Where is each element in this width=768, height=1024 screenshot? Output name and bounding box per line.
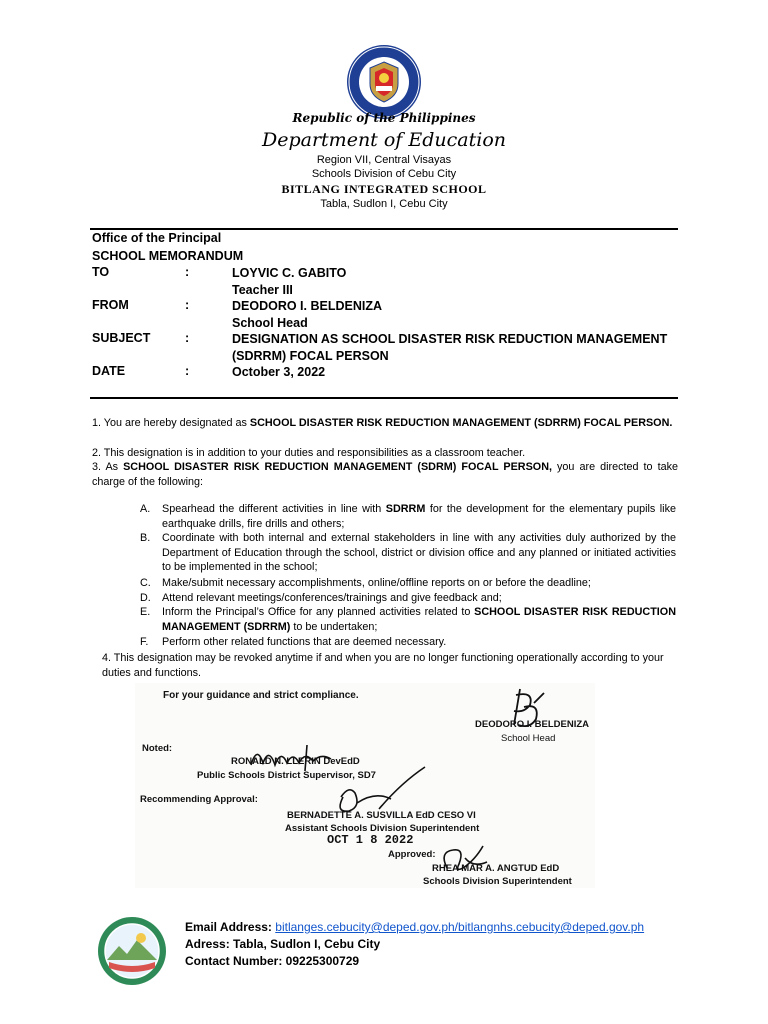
item-text: Coordinate with both internal and external stakeholders in line with any activities duly authorized by the Department of Education through the school, district or division office and any planned or initiated activities to be implemented in the school; [162,532,676,573]
item-letter: F. [140,636,149,648]
item-letter: A. [140,503,151,515]
memo-colon: : [185,298,190,312]
paragraph-1 [92,416,678,431]
item-bold: SDRRM [385,503,426,515]
p3-text-end: you are directed to take charge of the following: [92,461,678,488]
region-line: Region VII, Central Visayas [316,154,452,166]
department-title: Department of Education [262,129,506,151]
head-name: DEODORO I. BELDENIZA [475,719,590,730]
memo-colon: : [185,265,190,279]
recipient-name: LOYVIC C. GABITO [232,266,347,280]
email-label: Email Address: [185,920,276,934]
paragraph-3 [92,460,678,490]
item-text-end: for the development for the elementary pupils like earthquake drills, fire drills and others; [162,503,676,530]
recipient-title: Teacher III [232,283,293,297]
sender-title: School Head [232,316,308,330]
deped-seal [346,44,422,120]
footer-email [185,920,644,934]
item-letter: B. [140,532,151,544]
paragraph-2: 2. This designation is in addition to your duties and responsibilities as a classroom teacher. [92,447,526,459]
memo-colon: : [185,364,190,378]
memo-date: October 3, 2022 [232,365,326,379]
sender-name: DEODORO I. BELDENIZA [232,299,383,313]
guidance-note: For your guidance and strict compliance. [163,690,359,701]
received-stamp-date: OCT 1 8 2022 [327,833,414,847]
p1-text: 1. You are hereby designated as [92,417,250,429]
top-divider [90,228,678,230]
item-letter: C. [140,577,151,589]
email-link[interactable]: bitlanges.cebucity@deped.gov.ph/bitlangnhs.cebucity@deped.gov.ph [275,920,645,934]
supervisor-title: Public Schools District Supervisor, SD7 [197,770,376,781]
asds-name: BERNADETTE A. SUSVILLA EdD CESO VI [287,810,476,821]
footer-contact: Contact Number: 09225300729 [185,954,360,968]
item-text: Inform the Principal’s Office for any planned activities related to [162,606,475,618]
memo-label: FROM [92,298,129,312]
noted-label: Noted: [142,743,173,754]
signature-scan [135,683,595,888]
memo-colon: : [185,331,190,345]
memo-label: SUBJECT [92,331,151,345]
item-bold: SCHOOL DISASTER RISK REDUCTION MANAGEMENT (SDRRM) [162,606,676,633]
item-text-end: to be undertaken; [290,620,378,633]
subject-line-2: (SDRRM) FOCAL PERSON [232,349,389,363]
p3-designation: SCHOOL DISASTER RISK REDUCTION MANAGEMENT (SDRM) FOCAL PERSON, [123,461,552,473]
paragraph-4: 4. This designation may be revoked anytime if and when you are no longer functioning operationally according to your duties and functions. [102,652,664,679]
approved-label: Approved: [388,849,436,860]
memo-label: TO [92,265,110,279]
subject-line-1: DESIGNATION AS SCHOOL DISASTER RISK REDUCTION MANAGEMENT [232,332,668,346]
item-letter: D. [140,592,151,604]
footer-address: Adress: Tabla, Sudlon I, Cebu City [185,937,381,951]
republic-line: Republic of the Philippines [292,111,476,125]
duty-item [140,605,678,635]
office-label: Office of the Principal [92,231,222,245]
item-text: Perform other related functions that are deemed necessary. [162,636,447,648]
bottom-divider [90,397,678,399]
asds-title: Assistant Schools Division Superintendent [285,823,480,834]
item-letter: E. [140,606,151,618]
memo-type: SCHOOL MEMORANDUM [92,249,244,263]
sds-title: Schools Division Superintendent [423,876,572,887]
p1-designation: SCHOOL DISASTER RISK REDUCTION MANAGEMENT (SDRRM) FOCAL PERSON. [249,417,673,429]
school-address: Tabla, Sudlon I, Cebu City [320,198,448,210]
supervisor-name: RONALD N. LLERIN DevEdD [231,756,360,767]
school-logo [97,916,167,986]
item-text: Make/submit necessary accomplishments, online/offline reports on or before the deadline; [162,577,591,589]
duty-item [140,502,678,532]
division-line: Schools Division of Cebu City [311,168,457,180]
p3-text: 3. As [92,461,124,473]
duty-item [140,531,678,575]
memo-label: DATE [92,364,126,378]
item-text: Spearhead the different activities in line with [162,503,386,515]
school-name: BITLANG INTEGRATED SCHOOL [281,182,487,196]
sds-name: RHEA MAR A. ANGTUD EdD [432,863,560,874]
item-text: Attend relevant meetings/conferences/trainings and give feedback and; [162,592,502,604]
recommending-label: Recommending Approval: [140,794,258,805]
head-title: School Head [501,733,556,744]
